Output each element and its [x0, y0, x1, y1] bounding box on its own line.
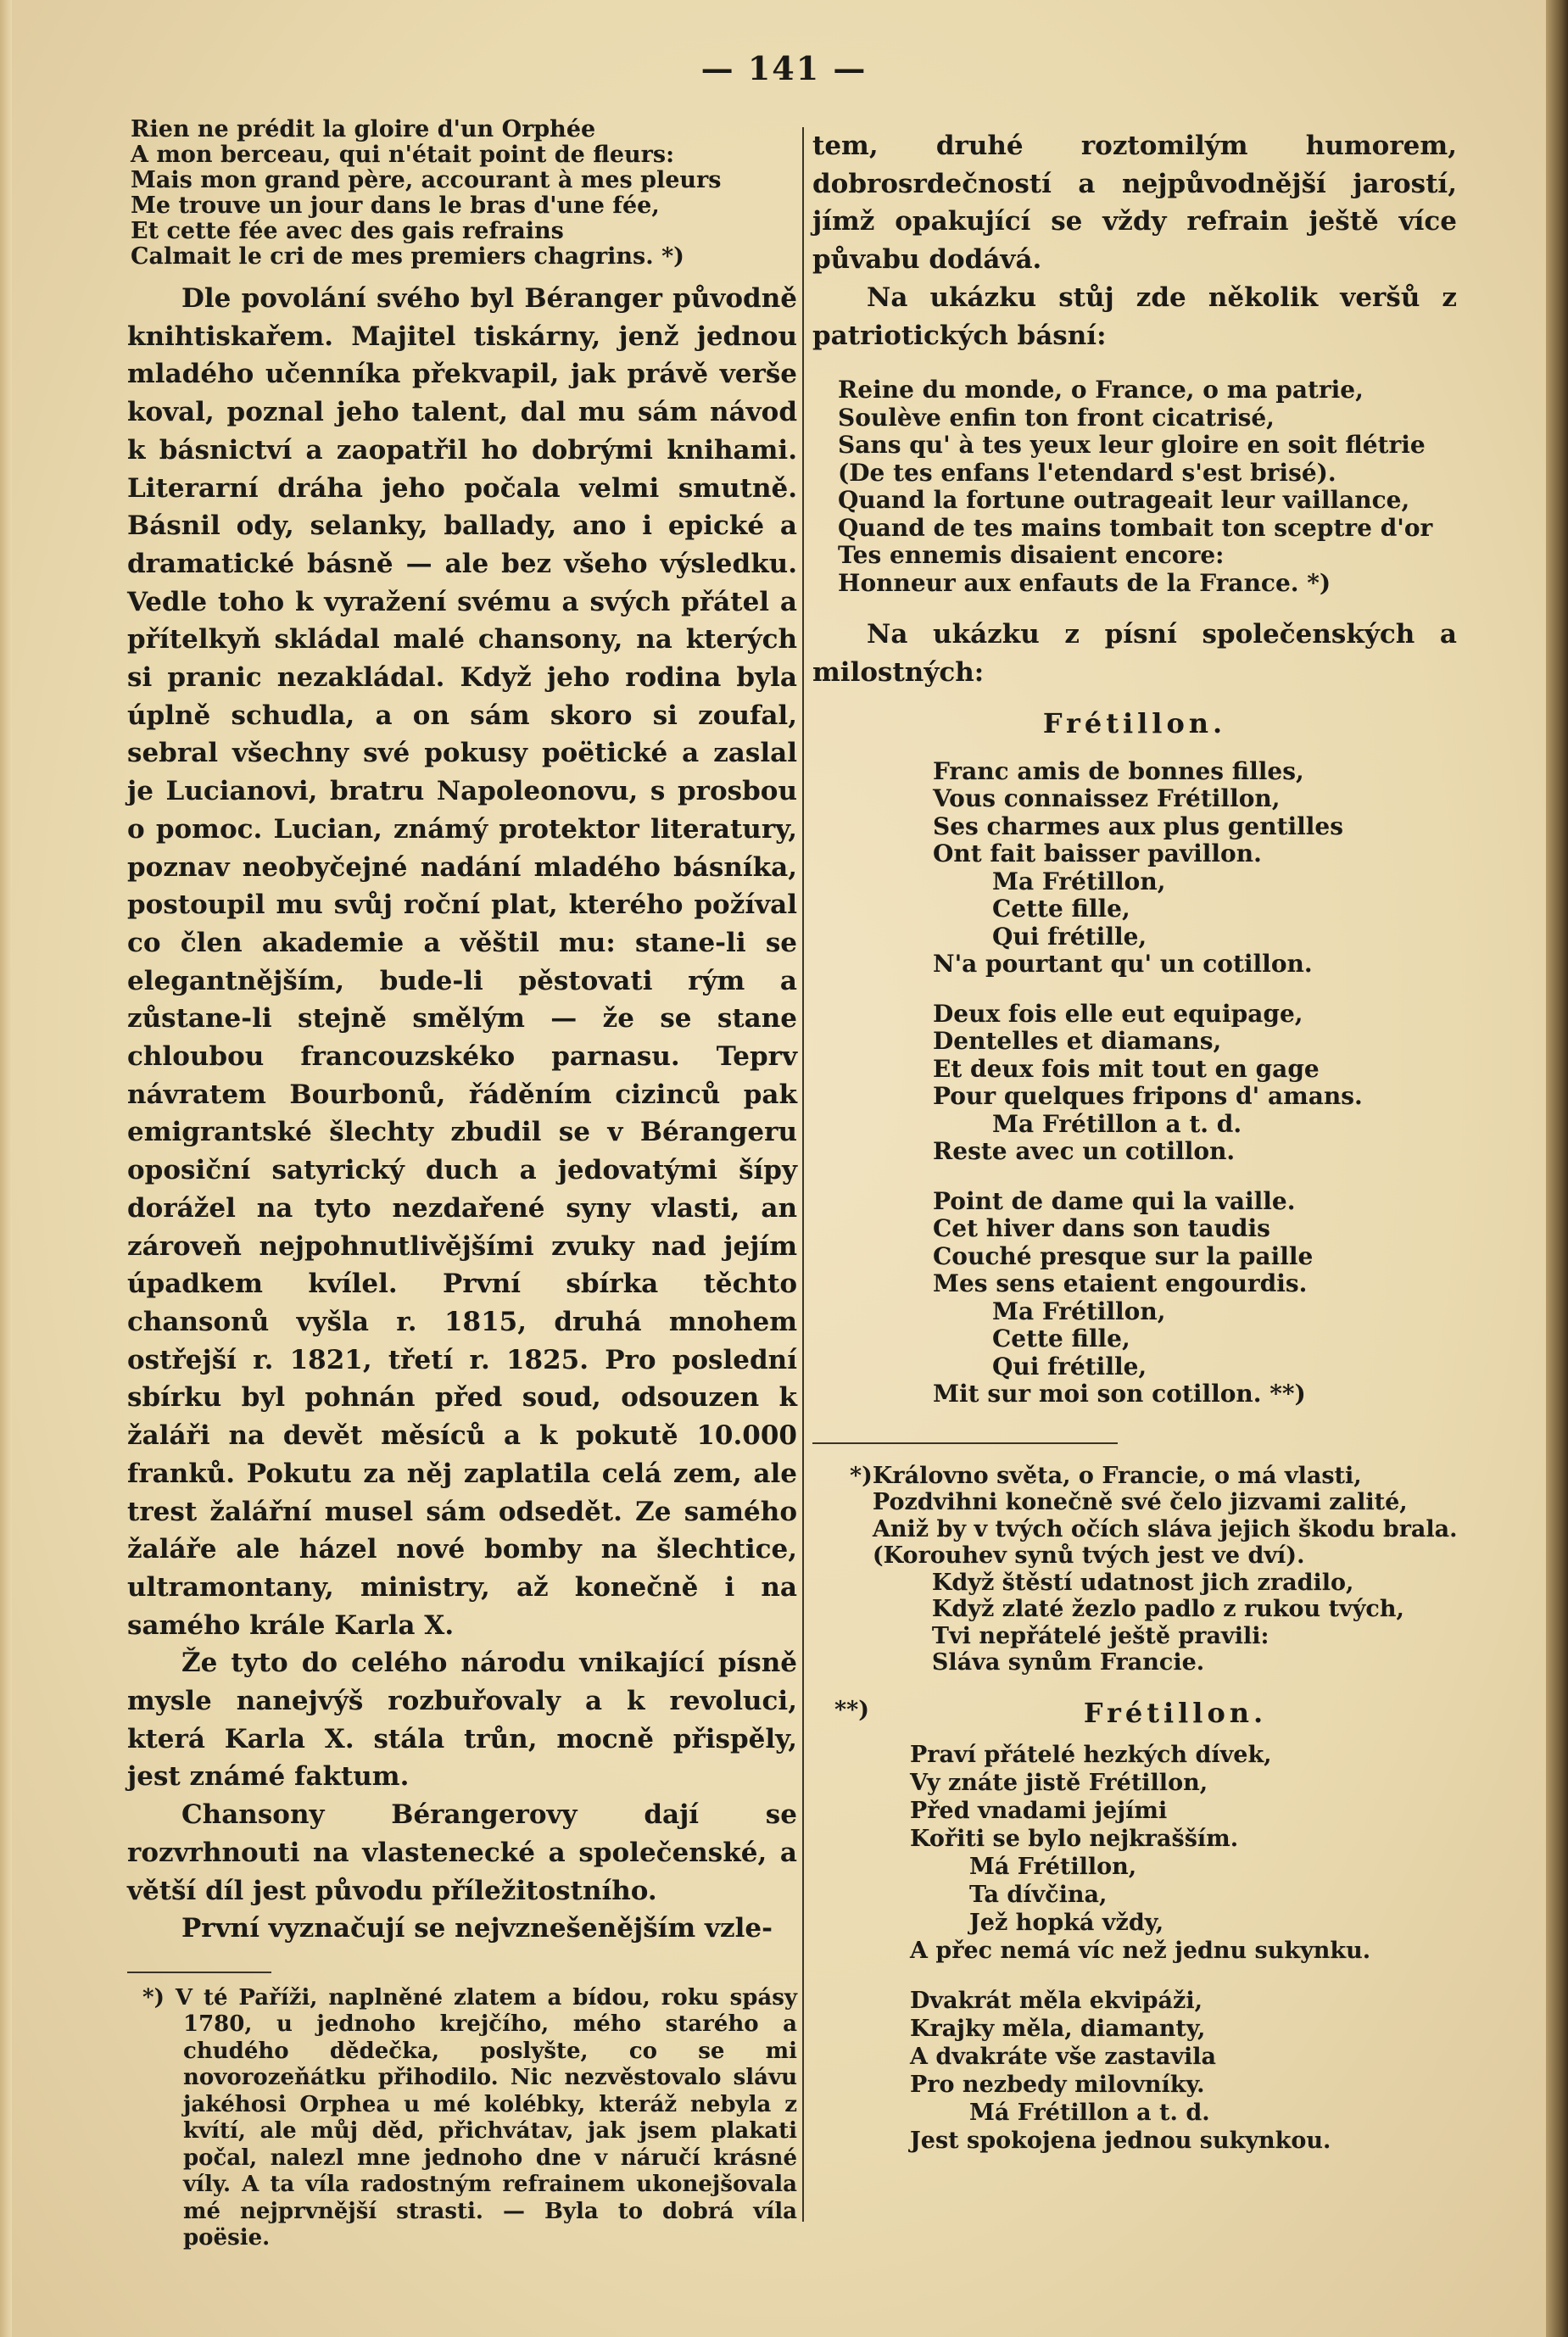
verse-line: Qui frétille, [992, 1352, 1147, 1380]
verse-line: Jež hopká vždy, [969, 1909, 1164, 1936]
verse-line: Když štěstí udatnost jich zradilo, [931, 1569, 1354, 1596]
french-epigraph [131, 117, 797, 270]
page-number: — 141 — [700, 49, 868, 87]
verse-line: Mais mon grand père, accourant à mes pleurs [131, 167, 722, 193]
verse-line: (Korouhev synů tvých jest ve dví). [872, 1542, 1305, 1570]
verse-line: Point de dame qui la vaille. [933, 1186, 1296, 1215]
verse-line: Et deux fois mit tout en gage [933, 1054, 1320, 1083]
verse-line: Reste avec un cotillon. [933, 1137, 1236, 1166]
article-continuation [812, 616, 1457, 691]
verse-line: Ma Frétillon, [992, 867, 1166, 895]
verse-line: Tes ennemis disaient encore: [838, 541, 1225, 570]
verse-line: A dvakráte vše zastavila [910, 2043, 1217, 2070]
verse-line: Vous connaissez Frétillon, [933, 784, 1281, 813]
verse-line: Ont fait baisser pavillon. [933, 839, 1262, 868]
verse-line: Má Frétillon, [969, 1853, 1137, 1880]
paragraph: Že tyto do celého národu vnikající písně mysle nanejvýš rozbuřovaly a k revoluci, která Karla X. stála trůn, mocně přispěly, jest známé faktum. [127, 1648, 797, 1793]
verse-line: Pozdvihni konečně své čelo jizvami zalité, [872, 1489, 1408, 1516]
paragraph: První vyznačují se nejvznešenějším vzle- [181, 1913, 773, 1944]
verse-line: Calmait le cri de mes premiers chagrins. *) [131, 243, 684, 270]
verse-line: Pro nezbedy milovníky. [910, 2071, 1205, 2098]
patriotic-verse [838, 376, 1457, 597]
verse-line: Mes sens etaient engourdis. [933, 1269, 1308, 1298]
verse-line: Dvakrát měla ekvipáži, [910, 1987, 1203, 2014]
verse-line: Ma Frétillon, [992, 1297, 1166, 1325]
stanza [933, 758, 1457, 979]
paragraph: tem, druhé roztomilým humorem, dobrosrdečností a nejpůvodnější jarostí, jímž opakující se vždy refrain ještě více půvabu dodává. [812, 131, 1457, 276]
book-binding-edge [1546, 0, 1568, 2337]
verse-line: Kořiti se bylo nejkrašším. [910, 1825, 1239, 1852]
footnote-rule [127, 1972, 271, 1973]
verse-line: Aniž by v tvých očích sláva jejich škodu brala. [872, 1515, 1458, 1542]
paragraph: Dle povolání svého byl Béranger původně knihtiskařem. Majitel tiskárny, jenž jednou mladého učenníka překvapil, jak právě verše koval, poznal jeho talent, dal mu sám návod k básnictví a zaopatřil ho dobrými knihami. Literarní dráha jeho počala velmi smutně. Básnil ody, selanky, ballady, ano i epické a dramatické básně — ale bez všeho výsledku. Vedle toho k vyražení svému a svých přátel a přítelkyň skládal malé chansony, na kterých si pranic nezakládal. Když jeho rodina byla úplně schudla, a on sám skoro si zoufal, sebral všechny své pokusy poëtické a zaslal je Lucianovi, bratru Napoleonovu, s prosbou o pomoc. Lucian, známý protektor literatury, poznav neobyčejné nadání mladého básníka, postoupil mu svůj roční plat, kterého požíval co člen akademie a věštil mu: stane-li se elegantnějším, bude-li pěstovati rým a zůstane-li stejně smělým — že se stane chloubou francouzskéko parnasu. Teprv návratem Bourbonů, řáděním cizinců pak emigrantské šlechty zbudil se v Bérangeru oposiční satyrický duch a jedovatými šípy dorážel na tyto nezdařené syny vlasti, an zároveň nejpohnutlivějšími zvuky nad jejím úpadkem kvílel. První sbírka těchto chansonů vyšla r. 1815, druhá mnohem ostřejší r. 1821, třetí r. 1825. Pro poslední sbírku byl pohnán před soud, odsouzen k žaláři na devět měsíců a k pokutě 10.000 franků. Pokutu za něj zaplatila celá zem, ale trest žalářní musel sám odsedět. Ze samého žaláře ale házel nové bomby na šlechtice, ultramontany, ministry, až konečně i na samého krále Karla X. [127, 283, 797, 1641]
footnote-translation-2 [812, 1697, 1457, 2155]
footnote-marker: **) [834, 1696, 870, 1723]
verse-line: Jest spokojena jednou sukynkou. [910, 2127, 1331, 2154]
footnote: *) V té Paříži, naplněné zlatem a bídou, roku spásy 1780, u jednoho krejčího, mého starého a chudého dědečka, poslyšte, co se mi novorozeňátku přihodilo. Nic nezvěstovalo slávu jakéhosi Orphea u mé kolébky, kteráž nebyla z kvítí, ale můj děd, přichvátav, jak jsem plakati počal, nalezl mne jednoho dne v náručí krásné víly. A ta víla radostným refrainem ukonejšovala mé nejprvnější strasti. — Byla to dobrá víla poësie. [142, 1984, 797, 2251]
verse-line: Ses charmes aux plus gentilles [933, 812, 1343, 840]
verse-line: Et cette fée avec des gais refrains [131, 218, 564, 244]
verse-line: Praví přátelé hezkých dívek, [910, 1741, 1272, 1768]
column-divider [802, 127, 804, 2222]
verse-line: Ma Frétillon a t. d. [992, 1109, 1242, 1138]
verse-line: Dentelles et diamans, [933, 1027, 1222, 1056]
footnote-rule [812, 1442, 1118, 1444]
footnote-lines [873, 1463, 1458, 1676]
song-frétillon [933, 758, 1457, 1408]
footnote-marker: *) [850, 1462, 873, 1489]
verse-line: Tvi nepřátelé ještě pravili: [931, 1622, 1269, 1649]
verse-line: Krajky měla, diamanty, [910, 2015, 1206, 2042]
verse-line: Cette fille, [992, 895, 1130, 923]
verse-line: Před vnadami jejími [910, 1797, 1168, 1824]
verse-line: N'a pourtant qu' un cotillon. [933, 950, 1313, 979]
stanza [910, 1987, 1457, 2155]
verse-line: A přec nemá víc než jednu sukynku. [910, 1937, 1371, 1964]
stanza [910, 1741, 1457, 1965]
song-title-translation: Frétillon. [1083, 1696, 1268, 1729]
left-column [127, 117, 797, 2252]
verse-line: Deux fois elle eut equipage, [933, 999, 1303, 1028]
stanza [933, 1188, 1457, 1408]
song-title: Frétillon. [1042, 706, 1227, 739]
verse-line: Pour quelques fripons d' amans. [933, 1082, 1363, 1111]
verse-line: Quand la fortune outrageait leur vaillance, [838, 486, 1410, 515]
verse-line: A mon berceau, qui n'était point de fleurs: [131, 142, 675, 168]
right-column [812, 127, 1457, 2177]
stanza [933, 1001, 1457, 1166]
page-left-edge [0, 0, 12, 2337]
verse-line: Me trouve un jour dans le bras d'une fée, [131, 192, 660, 219]
verse-line: Cette fille, [992, 1325, 1130, 1353]
paragraph: Na ukázku stůj zde několik veršů z patriotických básní: [812, 282, 1457, 351]
verse-line: (De tes enfans l'etendard s'est brisé). [838, 458, 1336, 487]
verse-line: Cet hiver dans son taudis [933, 1214, 1270, 1243]
verse-line: Když zlaté žezlo padlo z rukou tvých, [931, 1596, 1404, 1623]
footnote-translation-1 [812, 1463, 1457, 1676]
verse-line: Soulève enfin ton front cicatrisé, [838, 403, 1275, 432]
verse-line: Quand de tes mains tombait ton sceptre d'or [838, 513, 1433, 542]
verse-line: Má Frétillon a t. d. [969, 2099, 1210, 2126]
verse-line: Královno světa, o Francie, o má vlasti, [872, 1462, 1362, 1489]
verse-line: Qui frétille, [992, 922, 1147, 951]
verse-line: Honneur aux enfauts de la France. *) [838, 568, 1331, 597]
verse-line: Vy znáte jistě Frétillon, [910, 1769, 1208, 1796]
verse-line: Sans qu' à tes yeux leur gloire en soit flétrie [838, 431, 1426, 460]
verse-line: Mit sur moi son cotillon. **) [933, 1380, 1306, 1408]
verse-line: Sláva synům Francie. [931, 1649, 1205, 1676]
paragraph: Chansony Bérangerovy dají se rozvrhnouti na vlastenecké a společenské, a větší díl jest původu příležitostního. [127, 1799, 797, 1906]
article-continuation [812, 127, 1457, 354]
verse-line: Couché presque sur la paille [933, 1241, 1314, 1270]
verse-line: Rien ne prédit la gloire d'un Orphée [131, 116, 596, 142]
verse-line: Reine du monde, o France, o ma patrie, [838, 376, 1364, 404]
verse-line: Franc amis de bonnes filles, [933, 756, 1304, 785]
paragraph: Na ukázku z písní společenských a milostných: [812, 619, 1457, 688]
verse-line: Ta dívčina, [969, 1881, 1108, 1908]
article-body [127, 280, 797, 1948]
